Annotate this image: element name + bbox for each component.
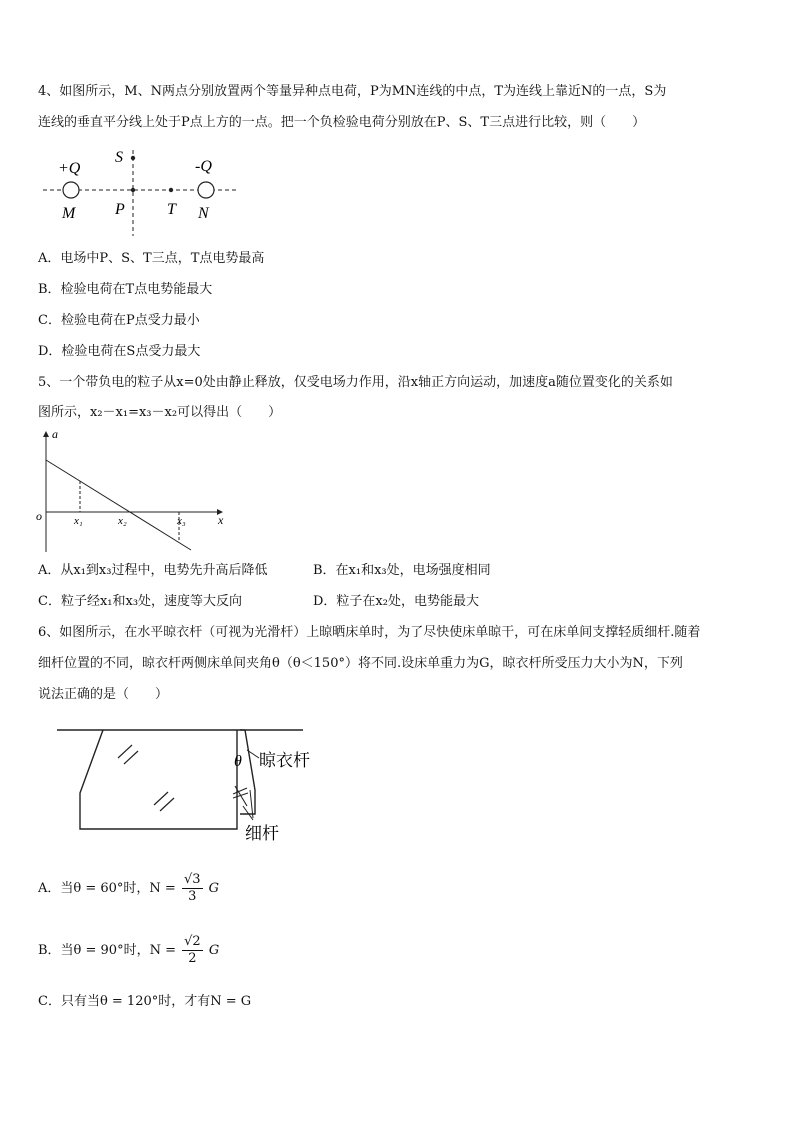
bedsheet-right	[240, 730, 255, 814]
q6-option-a-g: G	[208, 881, 220, 896]
q5-stem-line2: 图所示，x₂－x₁=x₃－x₂可以得出（ ）	[38, 405, 282, 420]
label-a: a	[52, 427, 58, 441]
point-p	[131, 188, 135, 192]
label-t: T	[167, 201, 176, 218]
point-t	[169, 188, 173, 192]
label-p: P	[115, 201, 125, 218]
label-plus-q: +Q	[58, 160, 81, 177]
q4-option-d: D．检验电荷在S点受力最大	[38, 344, 201, 359]
q6-option-b-text: B．当θ = 90°时，N =	[38, 943, 176, 958]
label-x1: x₁	[74, 515, 83, 527]
label-m: M	[62, 205, 76, 222]
q6-option-a-fraction	[182, 872, 203, 905]
q4-charge-figure	[38, 140, 248, 240]
q6-stem-line3: 说法正确的是（ ）	[38, 687, 169, 702]
charge-m-circle	[63, 182, 79, 198]
q5-option-a: A．从x₁到x₃过程中，电势先升高后降低	[38, 563, 268, 578]
a-x-line	[46, 460, 191, 550]
label-rod: 晾衣杆	[259, 751, 310, 770]
q5-stem-line1: 5、一个带负电的粒子从x=0处由静止释放，仅受电场力作用，沿x轴正方向运动，加速度a随位置变化的关系如	[38, 375, 673, 390]
q5-option-b: B．在x₁和x₃处，电场强度相同	[313, 563, 491, 578]
q6-option-b	[38, 934, 219, 967]
label-x: x	[218, 513, 224, 527]
q6-option-a-text: A．当θ = 60°时，N =	[38, 881, 176, 896]
q5-option-c: C．粒子经x₁和x₃处，速度等大反向	[38, 594, 243, 609]
q6-option-b-denominator: 2	[188, 951, 197, 966]
label-stick: 细杆	[245, 824, 279, 843]
q6-bedsheet-figure	[55, 718, 325, 848]
q6-option-a-numerator: √3	[183, 872, 201, 887]
q6-stem-line2: 细杆位置的不同，晾衣杆两侧床单间夹角θ（θ＜150°）将不同.设床单重力为G，晾衣杆所受压力大小为N，下列	[38, 656, 683, 671]
q4-option-b: B．检验电荷在T点电势能最大	[38, 282, 213, 297]
label-minus-q: -Q	[195, 158, 212, 175]
q6-option-a-denominator: 3	[188, 889, 197, 904]
q4-stem-line2: 连线的垂直平分线上处于P点上方的一点。把一个负检验电荷分别放在P、S、T三点进行比较，则（ ）	[38, 115, 646, 130]
q6-option-c: C．只有当θ = 120°时，才有N = G	[38, 994, 252, 1009]
q6-stem-line1: 6、如图所示，在水平晾衣杆（可视为光滑杆）上晾晒床单时，为了尽快使床单晾干，可在床单间支撑轻质细杆.随着	[38, 625, 701, 640]
bedsheet-left	[80, 730, 237, 829]
q4-option-c: C．检验电荷在P点受力最小	[38, 313, 200, 328]
label-x2: x₂	[118, 515, 127, 527]
label-x3: x₃	[177, 515, 186, 527]
q4-stem-line1: 4、如图所示，M、N两点分别放置两个等量异种点电荷，P为MN连线的中点，T为连线上靠近N的一点，S为	[38, 84, 667, 99]
q6-option-b-numerator: √2	[184, 934, 201, 949]
label-s: S	[115, 149, 123, 166]
label-theta: θ	[234, 753, 242, 770]
label-n: N	[198, 205, 209, 222]
q6-option-b-fraction	[182, 934, 203, 967]
label-o: o	[36, 509, 42, 523]
point-s	[131, 156, 135, 160]
q6-option-b-g: G	[208, 943, 220, 958]
q5-option-d: D．粒子在x₂处，电势能最大	[313, 594, 479, 609]
q6-option-a	[38, 872, 219, 905]
charge-n-circle	[198, 182, 214, 198]
q4-option-a: A．电场中P、S、T三点，T点电势最高	[38, 251, 265, 266]
q5-acceleration-graph	[34, 424, 234, 554]
